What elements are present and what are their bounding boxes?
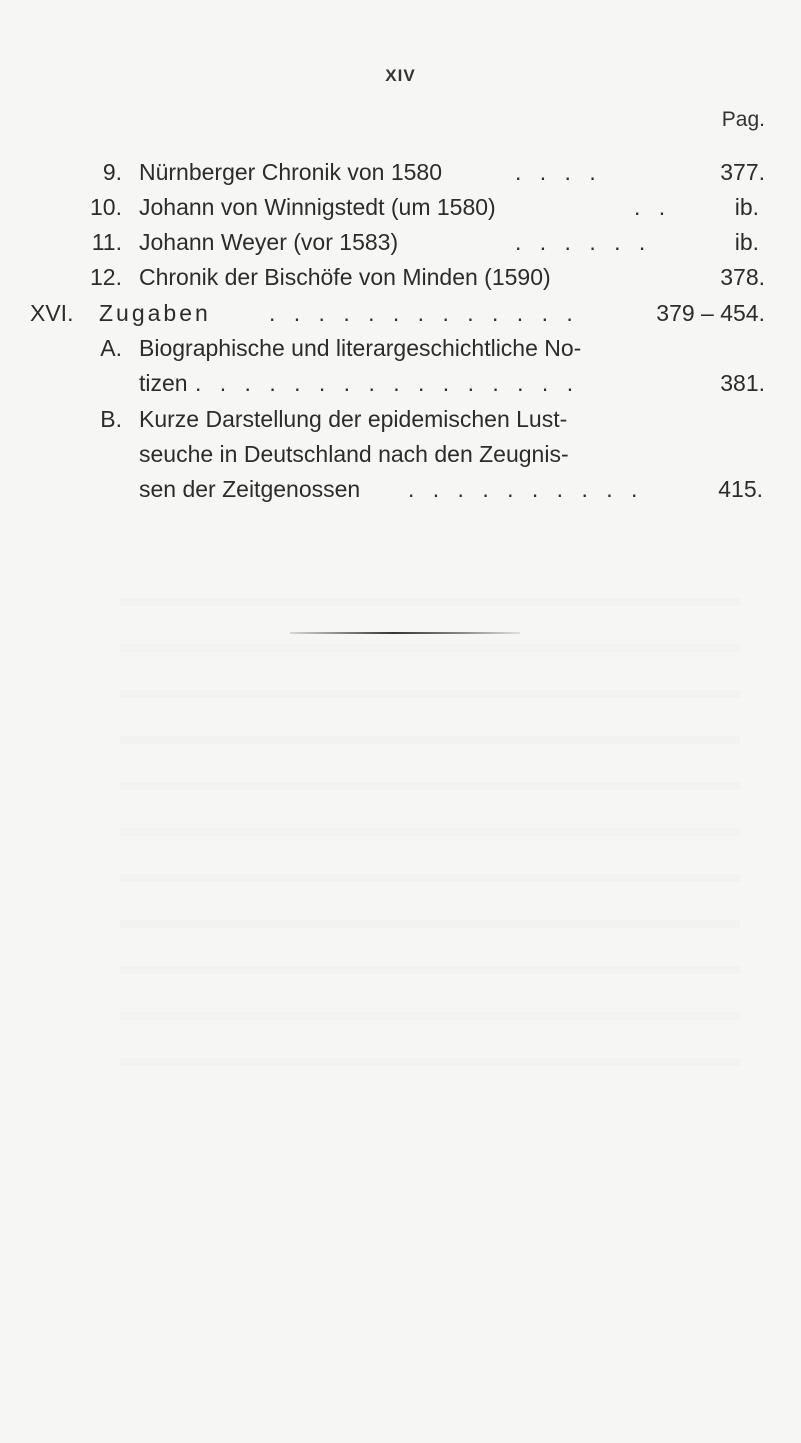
toc-entry-continuation bbox=[0, 437, 801, 471]
toc-entry bbox=[0, 225, 801, 259]
entry-page: 377. bbox=[720, 159, 765, 185]
toc-entry-continuation bbox=[0, 366, 801, 400]
toc-entry bbox=[0, 260, 801, 294]
entry-title: Biographische und literargeschichtliche No- bbox=[139, 335, 582, 361]
entry-page: ib. bbox=[734, 194, 759, 220]
toc-entry bbox=[0, 402, 801, 436]
entry-number: 9. bbox=[102, 159, 122, 185]
section-title: Zugaben bbox=[99, 300, 211, 326]
entry-page: ib. bbox=[734, 229, 759, 255]
toc-entry bbox=[0, 190, 801, 224]
page-number-header: XIV bbox=[385, 66, 416, 85]
entry-title: tizen bbox=[139, 370, 188, 396]
entry-number: 12. bbox=[90, 264, 122, 290]
entry-leader-dots: . . . . bbox=[515, 159, 602, 185]
entry-number: 11. bbox=[91, 229, 122, 255]
entry-leader-dots: . . . . . . . . . . . . . bbox=[269, 300, 579, 326]
entry-title: Johann Weyer (vor 1583) bbox=[139, 229, 399, 255]
entry-title: Kurze Darstellung der epidemischen Lust- bbox=[139, 406, 568, 432]
show-through-texture bbox=[120, 560, 740, 1080]
entry-title: Johann von Winnigstedt (um 1580) bbox=[139, 194, 496, 220]
entry-title: sen der Zeitgenossen bbox=[139, 476, 361, 502]
entry-title: Nürnberger Chronik von 1580 bbox=[139, 159, 443, 185]
toc-entry-continuation bbox=[0, 472, 801, 506]
toc-entry bbox=[0, 331, 801, 365]
entry-number: A. bbox=[100, 335, 122, 361]
horizontal-rule bbox=[290, 632, 520, 634]
entry-page: 379 – 454. bbox=[656, 300, 765, 326]
entry-title: Chronik der Bischöfe von Minden (1590) bbox=[139, 264, 551, 290]
entry-page: 381. bbox=[720, 370, 765, 396]
entry-number: B. bbox=[100, 406, 122, 432]
entry-leader-dots: . . . . . . . . . . . . . . . . bbox=[195, 370, 580, 396]
toc-entry bbox=[0, 155, 801, 189]
toc-section bbox=[0, 296, 801, 330]
section-number: XVI. bbox=[30, 300, 74, 326]
entry-page: 415. bbox=[718, 476, 763, 502]
entry-leader-dots: . . . . . . . . . . bbox=[408, 476, 644, 502]
entry-leader-dots: . . . . . . bbox=[515, 229, 652, 255]
entry-number: 10. bbox=[90, 194, 122, 220]
entry-page: 378. bbox=[720, 264, 765, 290]
entry-title: seuche in Deutschland nach den Zeugnis- bbox=[139, 441, 569, 467]
pag-column-label: Pag. bbox=[721, 108, 765, 131]
entry-leader-dots: . . bbox=[634, 194, 672, 220]
